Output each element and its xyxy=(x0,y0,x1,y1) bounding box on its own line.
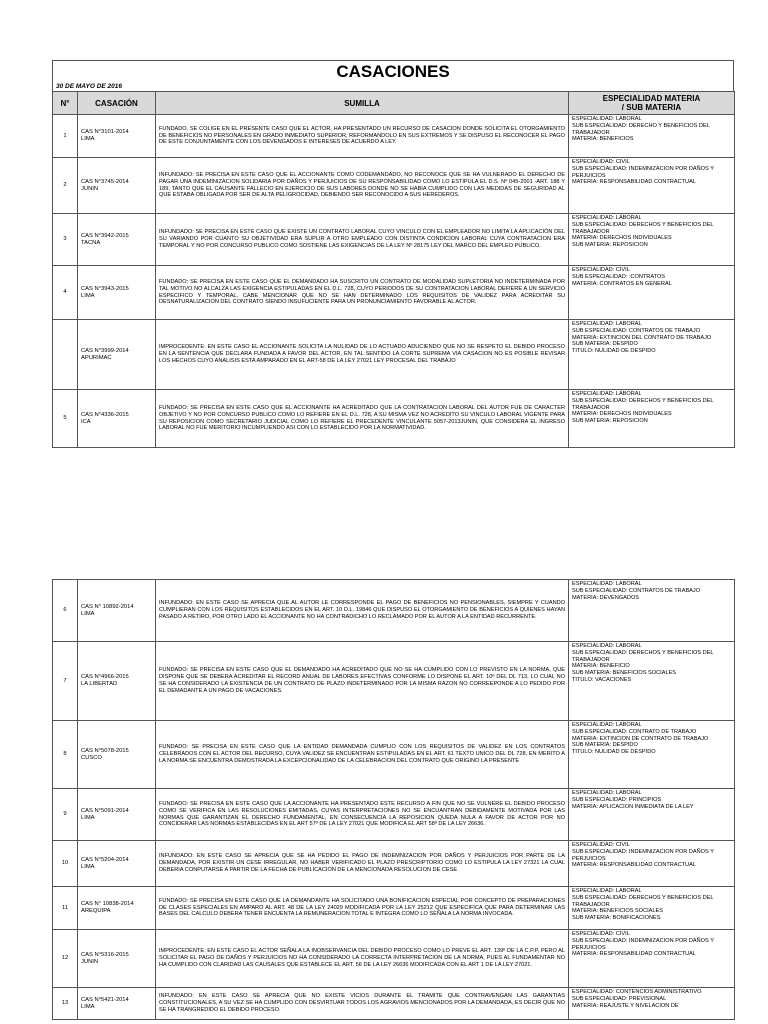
casacion-number: CAS N°5204-2014 xyxy=(81,856,129,863)
row-number: 5 xyxy=(53,390,78,448)
sumilla-cell: FUNDADO: SE PRECISA EN ESTE CASO QUE EL DEMANDADO HA SUSCRITO UN CONTRATO DE MODALIDAD SUPLETORIA NO INDETERMINADA POR TAL MOTIVO NO ALCALZA LAS EXIGENCIA ESTIPULADAS EN EL D.L. 728, CUYO PERIODOS DE SU CONTRATACION LABORAL DEFIERE A UN SERVICIO ESPECIFICO Y TEMPORAL, CABE MENCIONAR QUE NO SE HAN DETERMINADO LOS REQUISITOS DE VALIDEZ PARA ACREDITAR SU DESNATURALIZACION DEL CONTRATO SIENDO INSUFUCIENTE PARA UN PRONUNCIAMIENTO FAVORABLE AL ACTOR. xyxy=(156,266,569,320)
casacion-district: LIMA xyxy=(81,863,95,870)
table-row xyxy=(53,841,735,887)
casacion-cell xyxy=(78,320,156,390)
sumilla-cell: IMPROCEDENTE: EN ESTE CASO EL ACTOR SEÑALA LA INOBSERVANCIA DEL DEBIDO PROCESO COMO LO PREVE EL ART. 139º DE LA C.P.P, PERO AL SOLICITAR EL PAGO DE DAÑOS Y PERJUICIOS NO HA CONSIDERADO LA CORRECTA INTERPRETACION DE LA NORMA, PUES AL FUNDAMENTAR NO HA CUMPLIDO CON CLARIDAD LAS CAUSALES QUE ESTABLECE EL ART. 56 DE LA LEY 26636 MODIFICADA CON EL ART 1 DE LA LEY 27021. xyxy=(156,930,569,988)
casaciones-table-continued xyxy=(52,579,735,1020)
casacion-district: JUNIN xyxy=(81,958,99,965)
table-row xyxy=(53,642,735,721)
sumilla-cell: INFUNDADO: SE PRECISA EN ESTE CASO QUE EL ACCIONANTE COMO CODEMANDADO, NO RECONOCE QUE SE HA VULNERADO EL DERECHO DE PAGAR UNA INDEMINIZACION SOLIDARIA POR DAÑOS Y PERJUICIOS DE SU RESPONSABILIDAD COMO LO ESTIPULA EL D.S. Nº 045-2001 -ART. 188 Y 189, TANTO QUE EL CAUSANTE FALLECIO EN EJERCICIO DE SUS LABORES DONDE NO SE HABIA CUMPLIDO CON LAS MEDIDAS DE SEGURIDAD AL QUE ESTABA OBLIGADA POR SER DE ALTA PELIGROCIDAD, DEBIENDO SER RECONOCIDO A SUS HEREDEROS. xyxy=(156,158,569,214)
casacion-district: LIMA xyxy=(81,292,95,299)
especialidad-line: ESPECIALIDAD: CONTENCIOS ADMINISTRATIVO xyxy=(572,989,702,995)
especialidad-line: MATERIA: REAJUSTE Y NIVELACION DE xyxy=(572,1002,679,1009)
especialidad-line: MATERIA: RESPONSABILIDAD CONTRACTUAL xyxy=(572,179,696,186)
especialidad-line: SUB MATERIA: DESPIDO xyxy=(572,742,638,749)
row-number xyxy=(53,320,78,390)
table-row xyxy=(53,930,735,988)
especialidad-line: SUB ESPECIALIDAD: DERECHOS Y BENEFICIOS DEL TRABAJADOR xyxy=(572,221,714,235)
casacion-district: ICA xyxy=(81,418,91,425)
especialidad-line: SUB ESPECIALIDAD: DERECHOS Y BENEFICIOS DEL TRABAJADOR xyxy=(572,397,714,411)
date-label: 30 DE MAYO DE 2016 xyxy=(52,82,734,91)
casacion-district: APURIMAC xyxy=(81,354,112,361)
casacion-cell xyxy=(78,988,156,1020)
casacion-cell xyxy=(78,721,156,789)
especialidad-line: MATERIA: APLICACION INMEDIATA DE LA LEY xyxy=(572,803,694,810)
especialidad-line: MATERIA: EXTINCION DE CONTRATO DE TRABAJO xyxy=(572,735,709,742)
especialidad-line: TITULO: VACACIONES xyxy=(572,676,632,683)
especialidad-line: MATERIA: RESPONSABILIDAD CONTRACTUAL xyxy=(572,862,696,869)
table-row xyxy=(53,887,735,930)
especialidad-cell xyxy=(569,721,735,789)
table-row xyxy=(53,115,735,158)
especialidad-line: ESPECIALIDAD: CIVIL xyxy=(572,267,630,273)
especialidad-cell xyxy=(569,214,735,266)
especialidad-line: ESPECIALIDAD: LABORAL xyxy=(572,643,642,649)
especialidad-cell xyxy=(569,988,735,1020)
table-header-row xyxy=(53,92,735,115)
especialidad-line: SUB ESPECIALIDAD: DERECHOS Y BENEFICIOS DEL TRABAJADOR xyxy=(572,894,714,908)
especialidad-cell xyxy=(569,115,735,158)
especialidad-line: MATERIA: BENEFICIOS xyxy=(572,136,634,143)
especialidad-line: MATERIA: EXTINCION DEL CONTRATO DE TRABAJO xyxy=(572,334,712,341)
row-number: 2 xyxy=(53,158,78,214)
especialidad-line: MATERIA: DERECHOS INDIVIDUALES xyxy=(572,411,672,418)
casacion-cell xyxy=(78,115,156,158)
row-number: 7 xyxy=(53,642,78,721)
sumilla-cell: INFUNDADO: EN ESTE CASO SE APRECIA QUE NO EXISTE VICIOS DURANTE EL TRAMITE QUE CONTRAVENGAN LAS GARANTIAS CONSTITUCIONALES, A SU VEZ SE HA CUMPLIDO CON DESVIRTUAR TODOS LOS AGRAVIOS MENCIONADOS POR LA DEMANDADA, ES DECIR QUE NO SE HA TRANGREDIDO EL DEBIDO PROCESO. xyxy=(156,988,569,1020)
especialidad-cell xyxy=(569,320,735,390)
especialidad-line: ESPECIALIDAD: LABORAL xyxy=(572,722,642,728)
casacion-cell xyxy=(78,158,156,214)
casacion-cell xyxy=(78,789,156,841)
casacion-number: CAS N°5078-2015 xyxy=(81,747,129,754)
table-row xyxy=(53,214,735,266)
table-row xyxy=(53,390,735,448)
especialidad-line: MATERIA: DERECHOS INDIVIDUALES xyxy=(572,235,672,242)
especialidad-line: ESPECIALIDAD: LABORAL xyxy=(572,581,642,587)
especialidad-line: MATERIA: BENEFICIO xyxy=(572,663,630,670)
especialidad-line: SUB MATERIA: REPOSICION xyxy=(572,242,648,249)
especialidad-line: SUB ESPECIALIDAD: :CONTRATOS xyxy=(572,273,666,280)
sumilla-cell: INFUNDADO: EN ESTE CASO SE APRECIA QUE AL AUTOR LE CORRESPONDE EL PAGO DE BENEFICIOS NO PENSIONABLES, SIEMPRE Y CUANDO CUMPLIERAN CON LOS REQUISITOS ESTABLECIDOS EN EL ART. 10 D.L. 19846 QUE DISPUSO EL OTORGAMIENTO DE BENEFICIOS A QUIENES HAYAN PASADO A RETIRO, POR OTRO LADO EL ACCIONANTE NO HA CONTRADICHO LO RECLAMADO POR EL AUTOR A LA ENTIDAD RECURRENTE. xyxy=(156,580,569,642)
especialidad-line: SUB ESPECIALIDAD: CONTRATOS DE TRABAJO xyxy=(572,587,701,594)
casacion-number: CAS N°3999-2014 xyxy=(81,347,129,354)
casacion-district: CUSCO xyxy=(81,754,102,761)
especialidad-line: ESPECIALIDAD: LABORAL xyxy=(572,116,642,122)
header-sumilla: SUMILLA xyxy=(156,92,569,115)
especialidad-line: ESPECIALIDAD: CIVIL xyxy=(572,931,630,937)
casacion-cell xyxy=(78,214,156,266)
table-row xyxy=(53,320,735,390)
especialidad-line: ESPECIALIDAD: LABORAL xyxy=(572,888,642,894)
especialidad-line: ESPECIALIDAD: LABORAL xyxy=(572,215,642,221)
casacion-district: LIMA xyxy=(81,814,95,821)
especialidad-line: ESPECIALIDAD: LABORAL xyxy=(572,790,642,796)
sumilla-cell: FUNDADO: SE PRECISA EN ESTE CASO QUE LA ACCIONANTE HA PRESENTADO ESTE RECURSO A FIN QUE NO SE VULNERE EL DEBIDO PROCESO COMO SE VERIFICA EN LAS RESOLUCIONES EMITADAS, CUYAS INTERPRETACIONES NO SE ENCUANTRAN DEBIDAMENTE MOTIVADA POR LAS NORMAS QUE GARANTIZAN EL DERECHO FUNDAMENTAL, EN CONSECUENCIA LA REPOSICION QUEDA NULA A FAVOR DE ACTOR POR NO CONCIDERAR LAS NORMAS ESTABLECIDAS EN EL ART 57º DE LA LEY 27021 QUE MODIFICA EL ART 58º DE LA LEY 26636. xyxy=(156,789,569,841)
casacion-number: CAS N°5316-2015 xyxy=(81,951,129,958)
table-row xyxy=(53,988,735,1020)
casacion-district: LIMA xyxy=(81,1003,95,1010)
casacion-district: AREQUIPA xyxy=(81,908,111,914)
header-especialidad-line2: / SUB MATERIA xyxy=(621,103,682,112)
row-number: 13 xyxy=(53,988,78,1020)
sumilla-cell: FUNDADO. SE COLIGE EN EL PRESENTE CASO QUE EL ACTOR, HA PRESENTADO UN RECURSO DE CASACION DONDE SOLICITA EL OTORGAMIENTO DE BENEFICIOS NO PERSONALES EN GRADO INMEDIATO SUPERIOR, REFORMANDOLO EN SUS EXTREMOS Y SE DISPUSO EL RECONOCER EL PAGO DE ESTE CONJUNTAMENTE CON LOS DEVENGADOS E INTERESES DE ACUERDO A LEY. xyxy=(156,115,569,158)
especialidad-cell xyxy=(569,930,735,988)
row-number: 3 xyxy=(53,214,78,266)
casacion-number: CAS N°5091-2014 xyxy=(81,807,129,814)
casacion-number: CAS N°4966-2015 xyxy=(81,674,129,681)
row-number: 10 xyxy=(53,841,78,887)
casacion-district: LA LIBERTAD xyxy=(81,681,118,687)
casacion-number: CAS N°5421-2014 xyxy=(81,996,129,1003)
especialidad-line: SUB ESPECIALIDAD: CONTRATOS DE TRABAJO xyxy=(572,327,701,334)
especialidad-line: SUB ESPECIALIDAD: PRINCIPIOS xyxy=(572,796,662,803)
especialidad-line: MATERIA: BENEFICIOS SOCIALES xyxy=(572,908,663,915)
header-casacion: CASACIÓN xyxy=(78,92,156,115)
row-number: 1 xyxy=(53,115,78,158)
table-section-2 xyxy=(52,579,734,1020)
row-number: 12 xyxy=(53,930,78,988)
especialidad-cell xyxy=(569,642,735,721)
casacion-cell xyxy=(78,580,156,642)
row-number: 6 xyxy=(53,580,78,642)
especialidad-line: ESPECIALIDAD: CIVIL xyxy=(572,159,630,165)
row-number: 4 xyxy=(53,266,78,320)
especialidad-line: ESPECIALIDAD: CIVIL xyxy=(572,842,630,848)
especialidad-line: SUB ESPECIALIDAD: PREVISIONAL xyxy=(572,995,667,1002)
sumilla-cell: FUNDADO: SE PRECISA EN ESTE CASO QUE EL DEMANDADO HA ACREDITADO QUE NO SE HA CUMPLIDO CON LO PREVISTO EN LA NORMA, QUE DISPONE QUE SE DEBERA ACREDITAR EL RECORD ANUAL DE LABORES EFECTIVAS CONFORME LO DISPONE EL ART. 10º DEL DL 713, LO CUAL NO SE HA CONSIDERADO LA EXISTENCIA DE UN CONTRATO DE PLAZO INDETERMINADO POR LA MISMA RAZON NO CORREEPONDE A LO PEDIDO POR EL DEMADANTE A UN PAGO DE VACACIONES. xyxy=(156,642,569,721)
table-row xyxy=(53,580,735,642)
header-num: N° xyxy=(53,92,78,115)
especialidad-line: SUB MATERIA: BENEFICIOS SOCIALES xyxy=(572,670,677,677)
page-title: CASACIONES xyxy=(52,60,734,82)
especialidad-line: SUB ESPECIALIDAD: INDEMNIZACION POR DAÑOS Y PERJUICIOS xyxy=(572,165,714,179)
especialidad-cell xyxy=(569,887,735,930)
casacion-number: CAS N°3943-2015 xyxy=(81,285,129,292)
especialidad-cell xyxy=(569,841,735,887)
casacion-cell xyxy=(78,887,156,930)
casacion-cell xyxy=(78,266,156,320)
casaciones-table xyxy=(52,91,735,448)
especialidad-line: TITULO: NULIDAD DE DESPIDO xyxy=(572,749,656,756)
especialidad-line: SUB MATERIA: BONIFICACIONES xyxy=(572,915,661,922)
especialidad-cell xyxy=(569,266,735,320)
casacion-district: LIMA xyxy=(81,610,95,617)
table-section-1 xyxy=(52,60,734,448)
especialidad-line: SUB MATERIA: DESPIDO xyxy=(572,341,638,348)
especialidad-line: MATERIA: DEVENGADOS xyxy=(572,594,640,601)
especialidad-cell xyxy=(569,580,735,642)
especialidad-line: SUB ESPECIALIDAD: INDEMNIZACION POR DAÑOS Y PERJUICIOS xyxy=(572,937,714,951)
sumilla-cell: INFUNDADO: EN ESTE CASO SE APRECIA QUE SE HA PEDIDO EL PAGO DE INDEMNIZACION POR DAÑOS Y PERJUICIOS POR PARTE DE LA DEMANDADA, POR EXISTIR UN CESE IRREGULAR, NO HABER VERIFICADO EL PLAZO PRESCRIPTORIO COMO LO ESTIPULA LA LEY 27321 LA CUAL DEBERIA CONPUTARSE A PARTIR DE LA FECHA DE PUBLICACION DE LA MENCIONADA RESOLUCION DE CESE xyxy=(156,841,569,887)
casacion-number: CAS N°3942-2015 xyxy=(81,232,129,239)
especialidad-line: SUB ESPECIALIDAD: DERECHOS Y BENEFICIOS DEL TRABAJADOR xyxy=(572,649,714,663)
especialidad-line: MATERIA: CONTRATOS EN GENERAL xyxy=(572,280,672,287)
casacion-cell xyxy=(78,642,156,721)
casacion-cell xyxy=(78,841,156,887)
casacion-cell xyxy=(78,390,156,448)
casacion-number: CAS N° 10838-2014 xyxy=(81,901,134,908)
header-especialidad xyxy=(569,92,735,115)
row-number: 9 xyxy=(53,789,78,841)
especialidad-cell xyxy=(569,789,735,841)
casacion-number: CAS N°3745-2014 xyxy=(81,178,129,185)
row-number: 8 xyxy=(53,721,78,789)
row-number: 11 xyxy=(53,887,78,930)
sumilla-cell: FUNDADO: SE PRECISA EN ESTE CASO QUE EL ACCIONANTE HA ACREDITADO QUE LA CONTRATACION LABORAL DEL AUTOR FUE DE CARACTER OBJETIVO Y NO POR CONCURSO PUBLICO COMO LO REFIERE EN EL D.L. 728, A SU MISMA VEZ NO ACREDITO SU VINCULO LABORAL VIGENTE PARA SU REPOSICION COMO SECRETARIO JUDICIAL COMO LO REFIERE EL PRECEDENTE VINCULANTE 5057-2013JUNIN, QUE CONSIDERA EL INGRESO LABORAL NO FUE MERITORIO INCUMPLIENDO ASI CON LO ESTABLECIDO POR LA NORMATIVIDAD. xyxy=(156,390,569,448)
sumilla-cell: FUNDADO: SE PRECISA EN ESTE CASO QUE LA ENTIDAD DEMANDADA CUMPLIO CON LOS REQUISITOS DE VALIDEZ EN LOS CONTRATOS CELEBRADOS CON EL ACTOR DEL RECURSO, CUYA VALIDEZ SE ENCUENTRAN ESTIPULADAS EN EL ART. 61 TEXTO UNICO DEL DL 728, EN MERITO A LA NORMA SE ENCUENTRA DEMOSTRADA LA EXCEPCIONALIDAD DE LA CELEBRACION DEL CONTRATO QUE ORIGINO LA PRESENTE xyxy=(156,721,569,789)
casacion-district: JUNIN xyxy=(81,185,99,192)
sumilla-cell: IMPROCEDENTE: EN ESTE CASO EL ACCIONANTE SOLICITA LA NULIDAD DE LO ACTUADO ADUCIENDO QUE NO SE RESPETO EL DEBIDO PROCESO EN LA SENTENCIA QUE DECLARA FUNDADA A FAVOR DEL ACTOR, EN TAL SENTIDO LA CORTE SUPREMA VIA CASACION NO ES POSIBLE REVISAR LOS HECHOS CUYO ANALISIS ESTA AMPARADO EN EL ART-58 DE LA LEY 27021 LEY PROCESAL DEL TRABAJO xyxy=(156,320,569,390)
table-row xyxy=(53,266,735,320)
especialidad-line: SUB MATERIA: REPOSICION xyxy=(572,418,648,425)
especialidad-line: MATERIA: RESPONSABILIDAD CONTRACTUAL xyxy=(572,951,696,958)
sumilla-cell: FUNDADO: SE PRECISA EN ESTE CASO QUE LA DEMANDANTE HA SOLICITADO UNA BONIFICACION ESPECIAL POR CONCEPTO DE PREPARACIONES DE CLASES ESPECIALES EN AMPARO AL ART. 48 DE LA LEY 24029 MODIFICADA POR LA LEY 25212 QUE ESPECIFICA QUE PARA DETERMINAR LAS BASES DEL CALCULO DEBERA TENER ENCUENTA LA REMUNERACION TOTAL E INTEGRA COMO LO SEÑALA LA NORMA INVOCADA. xyxy=(156,887,569,930)
especialidad-line: SUB ESPECIALIDAD: DERECHO Y BENEFICIOS DEL TRABAJADOR xyxy=(572,122,710,136)
especialidad-cell xyxy=(569,390,735,448)
casacion-district: TACNA xyxy=(81,239,101,246)
casacion-number: CAS N°4336-2015 xyxy=(81,411,129,418)
casacion-district: LIMA xyxy=(81,136,95,142)
table-row xyxy=(53,789,735,841)
especialidad-line: SUB ESPECIALIDAD: INDEMNIZACION POR DAÑOS Y PERJUICIOS xyxy=(572,848,714,862)
especialidad-line: ESPECIALIDAD: LABORAL xyxy=(572,391,642,397)
table-row xyxy=(53,721,735,789)
casacion-cell xyxy=(78,930,156,988)
especialidad-cell xyxy=(569,158,735,214)
sumilla-cell: INFUNDADO: SE PRECISA EN ESTE CASO QUE EXISTE UN CONTRATO LABORAL CUYO VINCULO CON EL EMPLEADOR NO LIMITA LA APLICACIÓN DEL SU VARIANDO POR CUANTO SU OBJETIVIDAD ERA SUPLIR A OTRO EMPLEADO CON DISTINTA CONDICION LABORAL CUYA CONTRATACION ERA TEMPORAL Y NO POR CONCURSO PUBLICO COMO SOSTIENE LAS EXIGENCIAS DE LA LEY Nº 28175 LEY DEL MARCO DEL EMPLEO PUBLICO. xyxy=(156,214,569,266)
table-row xyxy=(53,158,735,214)
header-especialidad-line1: ESPECIALIDAD MATERIA xyxy=(602,94,701,103)
especialidad-line: ESPECIALIDAD: LABORAL xyxy=(572,321,642,327)
casacion-number: CAS N°3101-2014 xyxy=(81,129,129,136)
especialidad-line: SUB ESPECIALIDAD: CONTRATO DE TRABAJO xyxy=(572,728,697,735)
casacion-number: CAS N° 10892-2014 xyxy=(81,603,134,610)
especialidad-line: TITULO: NULIDAD DE DESPIDO xyxy=(572,348,656,355)
